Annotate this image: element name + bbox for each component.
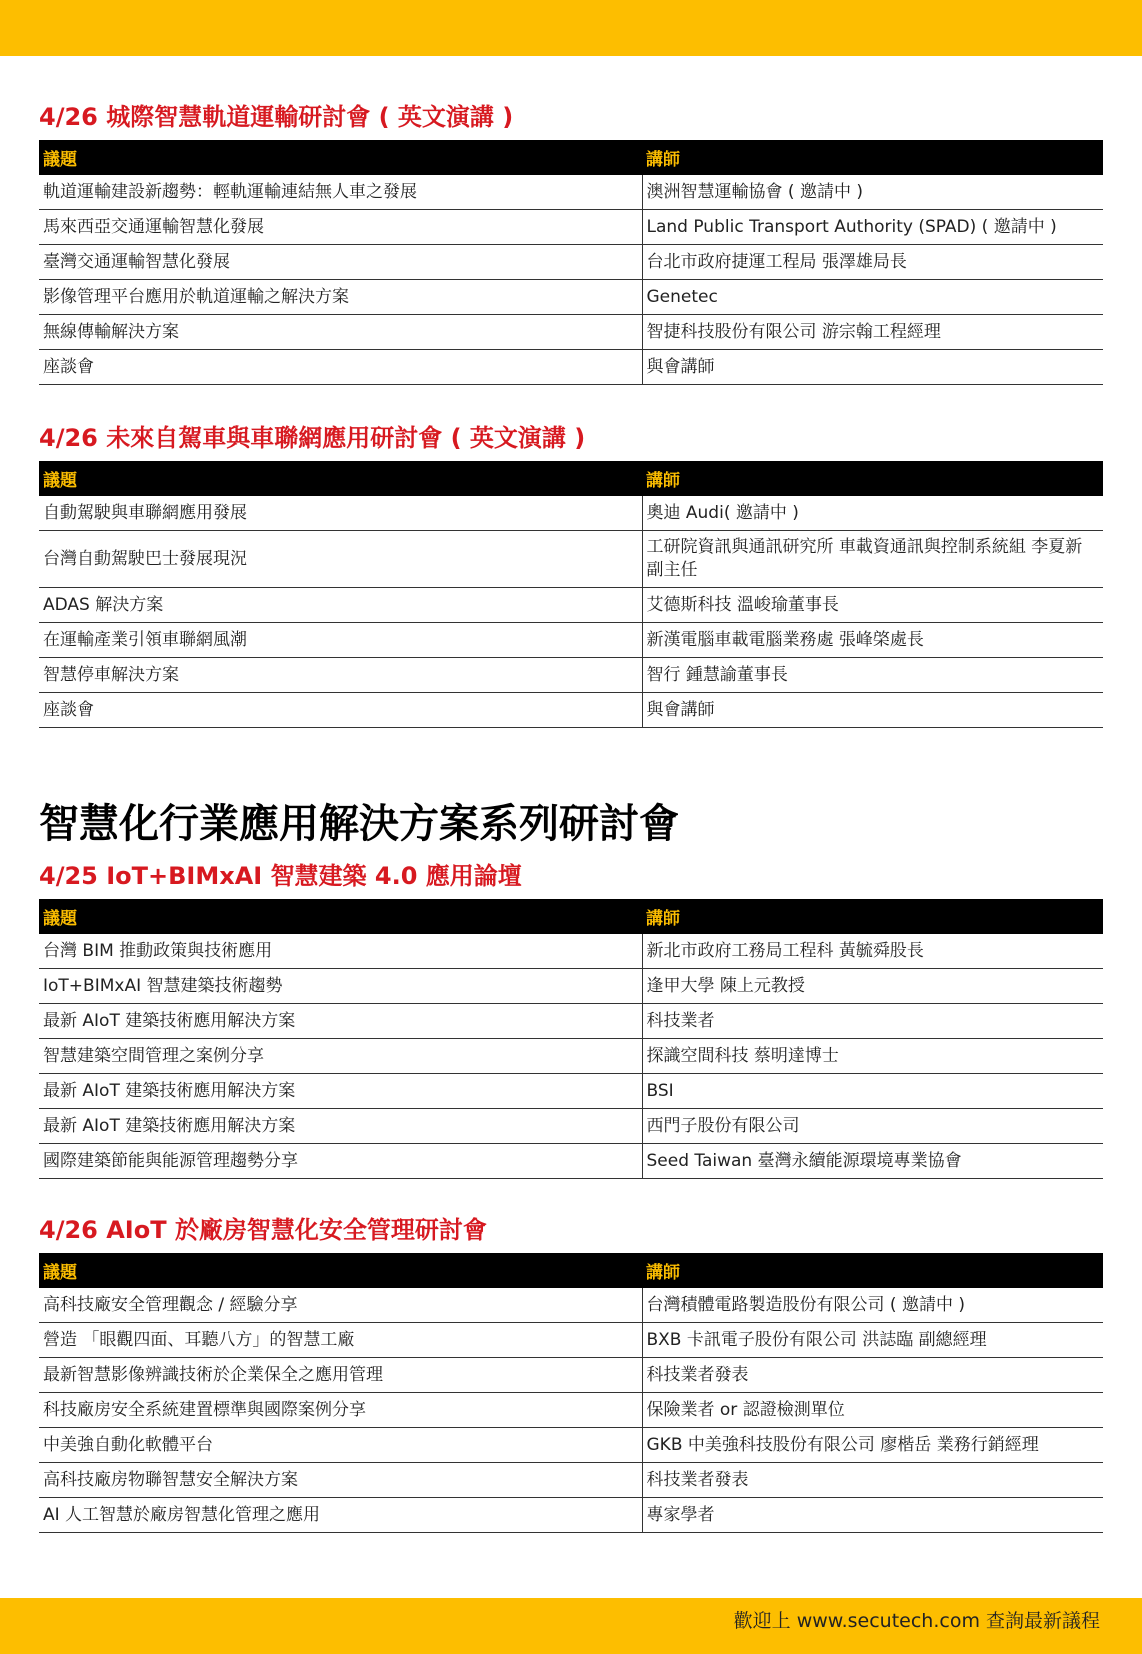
speaker-cell: 工研院資訊與通訊研究所 車載資通訊與控制系統組 李夏新 副主任 xyxy=(642,531,1103,588)
topic-cell: 智慧建築空間管理之案例分享 xyxy=(39,1039,642,1074)
table-header xyxy=(39,140,1103,175)
table-row xyxy=(39,1109,1103,1144)
table-header xyxy=(39,461,1103,496)
topic-cell: IoT+BIMxAI 智慧建築技術趨勢 xyxy=(39,969,642,1004)
speaker-cell: Genetec xyxy=(642,280,1103,315)
speaker-header: 講師 xyxy=(642,1253,1103,1288)
topic-header: 議題 xyxy=(39,140,642,175)
table-row xyxy=(39,496,1103,531)
table-row xyxy=(39,210,1103,245)
table-row xyxy=(39,1144,1103,1179)
table-row xyxy=(39,969,1103,1004)
seminar-section-factory xyxy=(39,1215,1103,1533)
topic-cell: 台灣 BIM 推動政策與技術應用 xyxy=(39,934,642,969)
speaker-cell: 澳洲智慧運輸協會 ( 邀請中 ) xyxy=(642,175,1103,210)
speaker-cell: 奧迪 Audi( 邀請中 ) xyxy=(642,496,1103,531)
speaker-cell: 探識空間科技 蔡明達博士 xyxy=(642,1039,1103,1074)
seminar-section-autonomous xyxy=(39,423,1103,728)
table-header xyxy=(39,1253,1103,1288)
speaker-cell: 保險業者 or 認證檢測單位 xyxy=(642,1393,1103,1428)
table-row xyxy=(39,934,1103,969)
topic-cell: 台灣自動駕駛巴士發展現況 xyxy=(39,531,642,588)
topic-cell: 最新 AIoT 建築技術應用解決方案 xyxy=(39,1074,642,1109)
speaker-cell: 與會講師 xyxy=(642,693,1103,728)
table-row xyxy=(39,588,1103,623)
table-row xyxy=(39,1323,1103,1358)
table-row xyxy=(39,175,1103,210)
speaker-header: 講師 xyxy=(642,140,1103,175)
topic-cell: 臺灣交通運輸智慧化發展 xyxy=(39,245,642,280)
seminar-section-building xyxy=(39,861,1103,1179)
topic-cell: 無線傳輸解決方案 xyxy=(39,315,642,350)
speaker-cell: 西門子股份有限公司 xyxy=(642,1109,1103,1144)
speaker-cell: 艾德斯科技 溫峻瑜董事長 xyxy=(642,588,1103,623)
agenda-table xyxy=(39,899,1103,1179)
topic-cell: 最新 AIoT 建築技術應用解決方案 xyxy=(39,1004,642,1039)
section-title: 4/26 未來自駕車與車聯網應用研討會 ( 英文演講 ) xyxy=(39,424,586,452)
table-row xyxy=(39,1288,1103,1323)
speaker-cell: 台灣積體電路製造股份有限公司 ( 邀請中 ) xyxy=(642,1288,1103,1323)
table-row xyxy=(39,1428,1103,1463)
table-row xyxy=(39,1074,1103,1109)
topic-cell: 座談會 xyxy=(39,693,642,728)
seminar-section-rail xyxy=(39,102,1103,385)
speaker-cell: 台北市政府捷運工程局 張澤雄局長 xyxy=(642,245,1103,280)
section-title: 4/26 城際智慧軌道運輸研討會 ( 英文演講 ) xyxy=(39,103,514,131)
speaker-cell: 科技業者 xyxy=(642,1004,1103,1039)
topic-cell: 中美強自動化軟體平台 xyxy=(39,1428,642,1463)
speaker-cell: 與會講師 xyxy=(642,350,1103,385)
table-row xyxy=(39,1004,1103,1039)
table-row xyxy=(39,1039,1103,1074)
table-row xyxy=(39,280,1103,315)
table-row xyxy=(39,1463,1103,1498)
speaker-cell: Seed Taiwan 臺灣永續能源環境專業協會 xyxy=(642,1144,1103,1179)
table-header xyxy=(39,899,1103,934)
topic-cell: 座談會 xyxy=(39,350,642,385)
agenda-table xyxy=(39,1253,1103,1533)
speaker-cell: 科技業者發表 xyxy=(642,1463,1103,1498)
topic-header: 議題 xyxy=(39,1253,642,1288)
topic-header: 議題 xyxy=(39,461,642,496)
speaker-cell: 科技業者發表 xyxy=(642,1358,1103,1393)
agenda-table xyxy=(39,140,1103,385)
table-row xyxy=(39,245,1103,280)
topic-cell: 高科技廠安全管理觀念 / 經驗分享 xyxy=(39,1288,642,1323)
topic-cell: 在運輸產業引領車聯網風潮 xyxy=(39,623,642,658)
agenda-table xyxy=(39,461,1103,728)
page-heading: 智慧化行業應用解決方案系列研討會 xyxy=(39,801,679,847)
table-row xyxy=(39,531,1103,588)
footer-website-note: 歡迎上 www.secutech.com 查詢最新議程 xyxy=(733,1610,1100,1632)
top-banner xyxy=(0,0,1142,56)
topic-cell: 自動駕駛與車聯網應用發展 xyxy=(39,496,642,531)
table-row xyxy=(39,693,1103,728)
table-row xyxy=(39,315,1103,350)
topic-cell: 國際建築節能與能源管理趨勢分享 xyxy=(39,1144,642,1179)
table-row xyxy=(39,1393,1103,1428)
table-row xyxy=(39,1358,1103,1393)
speaker-cell: 新漢電腦車載電腦業務處 張峰棨處長 xyxy=(642,623,1103,658)
speaker-cell: GKB 中美強科技股份有限公司 廖楷岳 業務行銷經理 xyxy=(642,1428,1103,1463)
speaker-cell: Land Public Transport Authority (SPAD) ( 邀請中 ) xyxy=(642,210,1103,245)
speaker-cell: 新北市政府工務局工程科 黃毓舜股長 xyxy=(642,934,1103,969)
section-title: 4/26 AIoT 於廠房智慧化安全管理研討會 xyxy=(39,1216,487,1244)
section-title: 4/25 IoT+BIMxAI 智慧建築 4.0 應用論壇 xyxy=(39,862,522,890)
topic-cell: 馬來西亞交通運輸智慧化發展 xyxy=(39,210,642,245)
speaker-header: 講師 xyxy=(642,461,1103,496)
speaker-cell: 專家學者 xyxy=(642,1498,1103,1533)
topic-cell: 高科技廠房物聯智慧安全解決方案 xyxy=(39,1463,642,1498)
table-row xyxy=(39,1498,1103,1533)
table-row xyxy=(39,658,1103,693)
table-row xyxy=(39,350,1103,385)
topic-cell: ADAS 解決方案 xyxy=(39,588,642,623)
speaker-header: 講師 xyxy=(642,899,1103,934)
topic-cell: 最新 AIoT 建築技術應用解決方案 xyxy=(39,1109,642,1144)
topic-cell: 最新智慧影像辨識技術於企業保全之應用管理 xyxy=(39,1358,642,1393)
speaker-cell: 智行 鍾慧諭董事長 xyxy=(642,658,1103,693)
speaker-cell: 逢甲大學 陳上元教授 xyxy=(642,969,1103,1004)
topic-header: 議題 xyxy=(39,899,642,934)
table-row xyxy=(39,623,1103,658)
speaker-cell: BXB 卡訊電子股份有限公司 洪誌臨 副總經理 xyxy=(642,1323,1103,1358)
topic-cell: 營造 「眼觀四面、耳聽八方」的智慧工廠 xyxy=(39,1323,642,1358)
speaker-cell: 智捷科技股份有限公司 游宗翰工程經理 xyxy=(642,315,1103,350)
topic-cell: 科技廠房安全系統建置標準與國際案例分享 xyxy=(39,1393,642,1428)
speaker-cell: BSI xyxy=(642,1074,1103,1109)
topic-cell: AI 人工智慧於廠房智慧化管理之應用 xyxy=(39,1498,642,1533)
topic-cell: 影像管理平台應用於軌道運輸之解決方案 xyxy=(39,280,642,315)
topic-cell: 智慧停車解決方案 xyxy=(39,658,642,693)
topic-cell: 軌道運輸建設新趨勢：輕軌運輸連結無人車之發展 xyxy=(39,175,642,210)
